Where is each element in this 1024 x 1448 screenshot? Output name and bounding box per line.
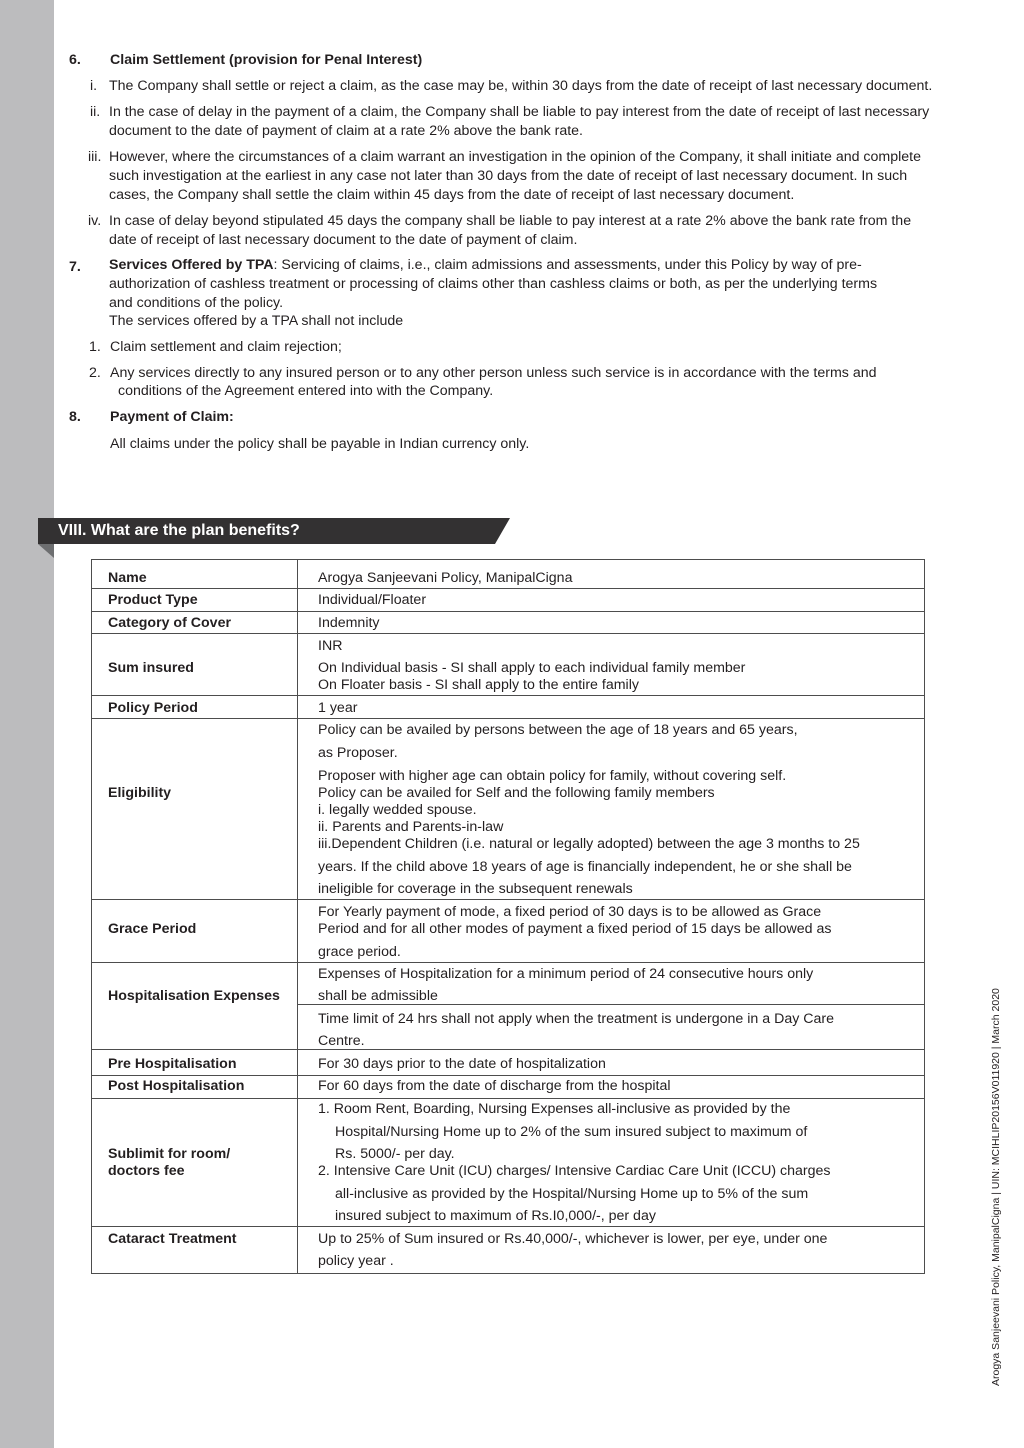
row-value-name: Arogya Sanjeevani Policy, ManipalCigna <box>318 570 573 586</box>
row-label-sublimit-1: Sublimit for room/ <box>108 1146 231 1162</box>
item-ii-marker: ii. <box>90 104 101 120</box>
row-divider <box>92 1226 924 1227</box>
row-value-sum-insured-2: On Individual basis - SI shall apply to each individual family member <box>318 660 746 676</box>
row-value-eligibility-7: iii.Dependent Children (i.e. natural or legally adopted) between the age 3 months to 25 <box>318 836 860 852</box>
row-value-hospitalisation-2: shall be admissible <box>318 988 438 1004</box>
row-label-policy-period: Policy Period <box>108 700 198 716</box>
row-value-sum-insured-1: INR <box>318 638 343 654</box>
row-label-sum-insured: Sum insured <box>108 660 194 676</box>
row-divider <box>92 633 924 634</box>
row-value-sublimit-1: 1. Room Rent, Boarding, Nursing Expenses all-inclusive as provided by the <box>318 1101 791 1117</box>
left-margin-band <box>0 0 54 1448</box>
row-value-eligibility-6: ii. Parents and Parents-in-law <box>318 819 504 835</box>
row-value-eligibility-3: Proposer with higher age can obtain policy for family, without covering self. <box>318 768 787 784</box>
tpa-item-1-text: Claim settlement and claim rejection; <box>110 339 342 355</box>
row-value-sublimit-4: 2. Intensive Care Unit (ICU) charges/ Intensive Cardiac Care Unit (ICCU) charges <box>318 1163 831 1179</box>
row-value-post-hospitalisation: For 60 days from the date of discharge from the hospital <box>318 1078 671 1094</box>
row-value-grace-2: Period and for all other modes of payment a fixed period of 15 days be allowed as <box>318 921 832 937</box>
tpa-item-2-line2: conditions of the Agreement entered into with the Company. <box>118 383 494 399</box>
section-8-number: 8. <box>69 409 81 425</box>
section-8-title: Payment of Claim: <box>110 409 234 425</box>
row-value-sublimit-3: Rs. 5000/- per day. <box>335 1146 455 1162</box>
row-divider <box>92 962 924 963</box>
item-iv-marker: iv. <box>88 213 102 229</box>
section-7-number: 7. <box>69 259 81 275</box>
row-label-grace-period: Grace Period <box>108 921 197 937</box>
row-value-eligibility-4: Policy can be availed for Self and the following family members <box>318 785 715 801</box>
row-divider <box>92 718 924 719</box>
row-divider <box>92 1049 924 1050</box>
row-value-sublimit-5: all-inclusive as provided by the Hospital/Nursing Home up to 5% of the sum <box>335 1186 809 1202</box>
row-value-hospitalisation-1: Expenses of Hospitalization for a minimum period of 24 consecutive hours only <box>318 966 814 982</box>
item-i-marker: i. <box>90 78 98 94</box>
item-i-text: The Company shall settle or reject a claim, as the case may be, within 30 days from the date of receipt of last necessary document. <box>109 78 933 94</box>
row-value-cataract-1: Up to 25% of Sum insured or Rs.40,000/-, whichever is lower, per eye, under one <box>318 1231 828 1247</box>
row-value-sublimit-6: insured subject to maximum of Rs.I0,000/-, per day <box>335 1208 656 1224</box>
item-iii-line2: such investigation at the earliest in any case not later than 30 days from the date of receipt of last necessary document. In such <box>109 168 908 184</box>
row-label-product-type: Product Type <box>108 592 198 608</box>
row-label-eligibility: Eligibility <box>108 785 172 801</box>
section-6-title: Claim Settlement (provision for Penal Interest) <box>110 52 423 68</box>
row-label-sublimit-2: doctors fee <box>108 1163 185 1179</box>
benefits-table <box>91 559 925 1274</box>
row-label-name: Name <box>108 570 147 586</box>
tpa-item-2-line1: Any services directly to any insured person or to any other person unless such service is in accordance with the terms and <box>110 365 877 381</box>
tpa-item-2-marker: 2. <box>89 365 101 381</box>
item-ii-line2: document to the date of payment of claim at a rate 2% above the bank rate. <box>109 123 583 139</box>
row-value-grace-1: For Yearly payment of mode, a fixed period of 30 days is to be allowed as Grace <box>318 904 822 920</box>
row-value-policy-period: 1 year <box>318 700 358 716</box>
item-iii-marker: iii. <box>88 149 102 165</box>
row-value-category: Indemnity <box>318 615 380 631</box>
row-value-eligibility-9: ineligible for coverage in the subsequent renewals <box>318 881 633 897</box>
row-value-sum-insured-3: On Floater basis - SI shall apply to the entire family <box>318 677 639 693</box>
item-iii-line1: However, where the circumstances of a claim warrant an investigation in the opinion of the Company, it shall initiate and complete <box>109 149 921 165</box>
item-iv-line2: date of receipt of last necessary document to the date of payment of claim. <box>109 232 578 248</box>
row-value-product-type: Individual/Floater <box>318 592 427 608</box>
item-ii-line1: In the case of delay in the payment of a claim, the Company shall be liable to pay interest from the date of receipt of last necessary <box>109 104 930 120</box>
item-iv-line1: In case of delay beyond stipulated 45 days the company shall be liable to pay interest at a rate 2% above the bank rate from the <box>109 213 912 229</box>
row-divider <box>92 1075 924 1076</box>
row-value-hospitalisation-3: Time limit of 24 hrs shall not apply when the treatment is undergone in a Day Care <box>318 1011 835 1027</box>
row-value-eligibility-8: years. If the child above 18 years of age is financially independent, he or she shall be <box>318 859 852 875</box>
row-divider <box>92 695 924 696</box>
section-7-line1 <box>109 256 862 275</box>
row-value-cataract-2: policy year . <box>318 1253 394 1269</box>
row-value-eligibility-2: as Proposer. <box>318 745 398 761</box>
section-7-line3: and conditions of the policy. <box>109 295 284 311</box>
banner-title: VIII. What are the plan benefits? <box>58 522 300 539</box>
row-label-cataract: Cataract Treatment <box>108 1231 237 1247</box>
section-6-number: 6. <box>69 52 81 68</box>
section-banner <box>38 518 510 544</box>
row-value-eligibility-5: i. legally wedded spouse. <box>318 802 477 818</box>
column-divider <box>297 560 298 1273</box>
row-divider <box>92 588 924 589</box>
row-divider <box>92 1098 924 1099</box>
row-value-eligibility-1: Policy can be availed by persons between the age of 18 years and 65 years, <box>318 722 798 738</box>
section-7-line1-text: : Servicing of claims, i.e., claim admissions and assessments, under this Policy by way of pre- <box>273 257 862 273</box>
row-divider <box>92 899 924 900</box>
row-label-hospitalisation: Hospitalisation Expenses <box>108 988 280 1004</box>
row-value-sublimit-2: Hospital/Nursing Home up to 2% of the sum insured subject to maximum of <box>335 1124 808 1140</box>
section-7-line4: The services offered by a TPA shall not include <box>109 313 404 329</box>
section-7-title: Services Offered by TPA <box>109 257 274 273</box>
row-label-post-hospitalisation: Post Hospitalisation <box>108 1078 245 1094</box>
tpa-item-1-marker: 1. <box>89 339 101 355</box>
row-value-hospitalisation-4: Centre. <box>318 1033 365 1049</box>
row-divider <box>92 611 924 612</box>
row-value-pre-hospitalisation: For 30 days prior to the date of hospitalization <box>318 1056 606 1072</box>
row-value-grace-3: grace period. <box>318 944 401 960</box>
row-label-category: Category of Cover <box>108 615 231 631</box>
section-7-line2: authorization of cashless treatment or processing of claims other than cashless claims or both, as per the underlying terms <box>109 276 878 292</box>
row-label-pre-hospitalisation: Pre Hospitalisation <box>108 1056 237 1072</box>
item-iii-line3: cases, the Company shall settle the claim within 45 days from the date of receipt of last necessary document. <box>109 187 795 203</box>
vertical-footer-text: Arogya Sanjeevani Policy, ManipalCigna | UIN: MCIHLIP20156V011920 | March 2020 <box>990 988 1002 1386</box>
section-8-text: All claims under the policy shall be payable in Indian currency only. <box>110 436 530 452</box>
